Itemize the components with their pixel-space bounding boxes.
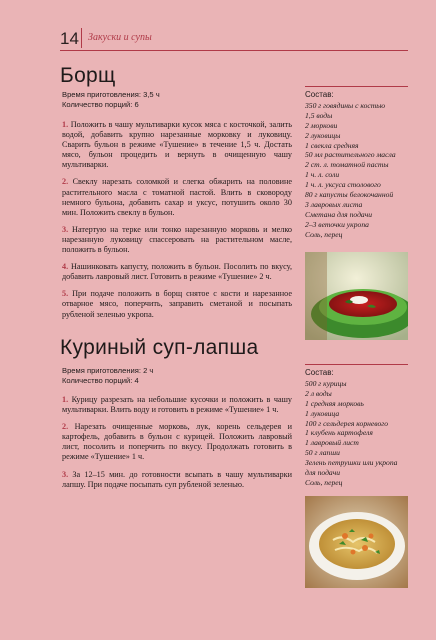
portions: Количество порций: 6: [62, 100, 139, 109]
ingredient: 1 свекла средняя: [305, 140, 359, 150]
ingredients-label: Состав:: [305, 368, 334, 377]
recipe-step: [62, 225, 292, 255]
ingredient: 1 луковица: [305, 408, 340, 418]
ingredient: 500 г курицы: [305, 378, 347, 388]
recipe-steps: [62, 120, 292, 327]
recipe-step: [62, 470, 292, 490]
recipe-step: [62, 120, 292, 170]
step-number: 2.: [62, 422, 69, 432]
header-rule: [60, 50, 408, 51]
page-top-band: [0, 0, 436, 20]
chicken-soup-photo: [305, 496, 408, 588]
ingredient: Зелень петрушки или укропа для подачи: [305, 458, 398, 478]
recipe-steps: [62, 395, 292, 497]
ingredient: 2 ст. л. томатной пасты: [305, 160, 389, 170]
ingredients-rule: [305, 364, 408, 365]
ingredient: 1,5 воды: [305, 110, 333, 120]
prep-time: Время приготовления: 3,5 ч: [62, 90, 160, 99]
ingredient: 350 г говядины с костью: [305, 100, 386, 110]
ingredient: 2 луковицы: [305, 130, 341, 140]
step-text: Свеклу нарезать соломкой и слегка обжарить на половине растительного масла с томатной пастой. Влить в сковороду немного бульона, добавить сахар и уксус, потушить около 30 мин. Положить свеклу в бульон.: [62, 177, 292, 217]
step-text: Положить в чашу мультиварки кусок мяса с косточкой, залить водой, добавить крупно нарезанные морковку и луковицу. Сварить бульон в режиме «Тушение» в течение 1,5 ч. Достать мясо, бульон процедить и вернуть в очищенную чашу мультиварки.: [62, 120, 292, 170]
step-text: Курицу разрезать на небольшие кусочки и положить в чашу мультиварки. Влить воду и готовить в режиме «Тушение» 1 ч.: [62, 395, 292, 415]
recipe-step: [62, 422, 292, 462]
step-number: 4.: [62, 262, 69, 272]
chicken-soup-illustration: [305, 496, 408, 588]
step-text: Нашинковать капусту, положить в бульон. Посолить по вкусу, добавить лавровый лист. Готовить в режиме «Тушение» 2 ч.: [62, 262, 292, 282]
step-number: 2.: [62, 177, 69, 187]
running-head: Закуски и супы: [88, 32, 152, 43]
portions: Количество порций: 4: [62, 376, 139, 385]
recipe-title: Борщ: [60, 64, 116, 87]
step-number: 5.: [62, 289, 69, 299]
page-number: 14: [60, 29, 79, 48]
ingredients-label: Состав:: [305, 90, 334, 99]
ingredients-box: [305, 90, 408, 240]
ingredient: Сметана для подачи: [305, 209, 373, 219]
recipe-meta: [62, 90, 160, 110]
prep-time: Время приготовления: 2 ч: [62, 366, 154, 375]
recipe-step: [62, 395, 292, 415]
ingredient: 50 мл растительного масла: [305, 150, 396, 160]
ingredient: 1 лавровый лист: [305, 438, 359, 448]
ingredient: 1 ч. л. уксуса столового: [305, 180, 381, 190]
ingredient: 50 г лапши: [305, 448, 340, 458]
ingredient: 2–3 веточки укропа: [305, 219, 369, 229]
step-text: Натертую на терке или тонко нарезанную морковь и мелко нарезанную луковицу спассеровать на растительном масле, положить в бульон.: [62, 224, 292, 255]
ingredient: Соль, перец: [305, 477, 343, 487]
ingredient: 1 ч. л. соли: [305, 170, 340, 180]
ingredient: 1 клубень картофеля: [305, 428, 373, 438]
ingredient: 1 средняя морковь: [305, 398, 364, 408]
recipe-step: [62, 262, 292, 282]
ingredient: 3 лавровых листа: [305, 199, 363, 209]
ingredient: 2 моркови: [305, 120, 338, 130]
ingredients-box: [305, 368, 408, 488]
step-text: Нарезать очищенные морковь, лук, корень сельдерея и картофель, добавить в бульон с курицей. Положить лавровый лист, посолить и поперчить по вкусу. Продолжать готовить в режиме «Тушение» 1 ч.: [62, 422, 292, 462]
recipe-step: [62, 289, 292, 319]
ingredients-rule: [305, 86, 408, 87]
ingredient: Соль, перец: [305, 229, 343, 239]
ingredient: 80 г капусты белокочанной: [305, 190, 394, 200]
step-text: За 12–15 мин. до готовности всыпать в чашу мультиварки лапшу. При подаче посыпать суп рубленой зеленью.: [62, 469, 292, 489]
step-text: При подаче положить в борщ снятое с кости и нарезанное отварное мясо, поперчить, заправить сметаной и посыпать рубленой зеленью укропа.: [62, 289, 292, 319]
ingredient: 100 г сельдерея корневого: [305, 418, 389, 428]
page-number-divider: [81, 28, 82, 48]
recipe-meta: [62, 366, 153, 386]
step-number: 1.: [62, 395, 69, 404]
borscht-photo: [305, 252, 408, 340]
step-number: 3.: [62, 224, 69, 234]
borscht-illustration: [305, 252, 408, 340]
step-number: 1.: [62, 120, 69, 129]
ingredient: 2 л воды: [305, 388, 332, 398]
step-number: 3.: [62, 469, 69, 479]
recipe-title: Куриный суп-лапша: [60, 336, 259, 359]
recipe-step: [62, 177, 292, 217]
